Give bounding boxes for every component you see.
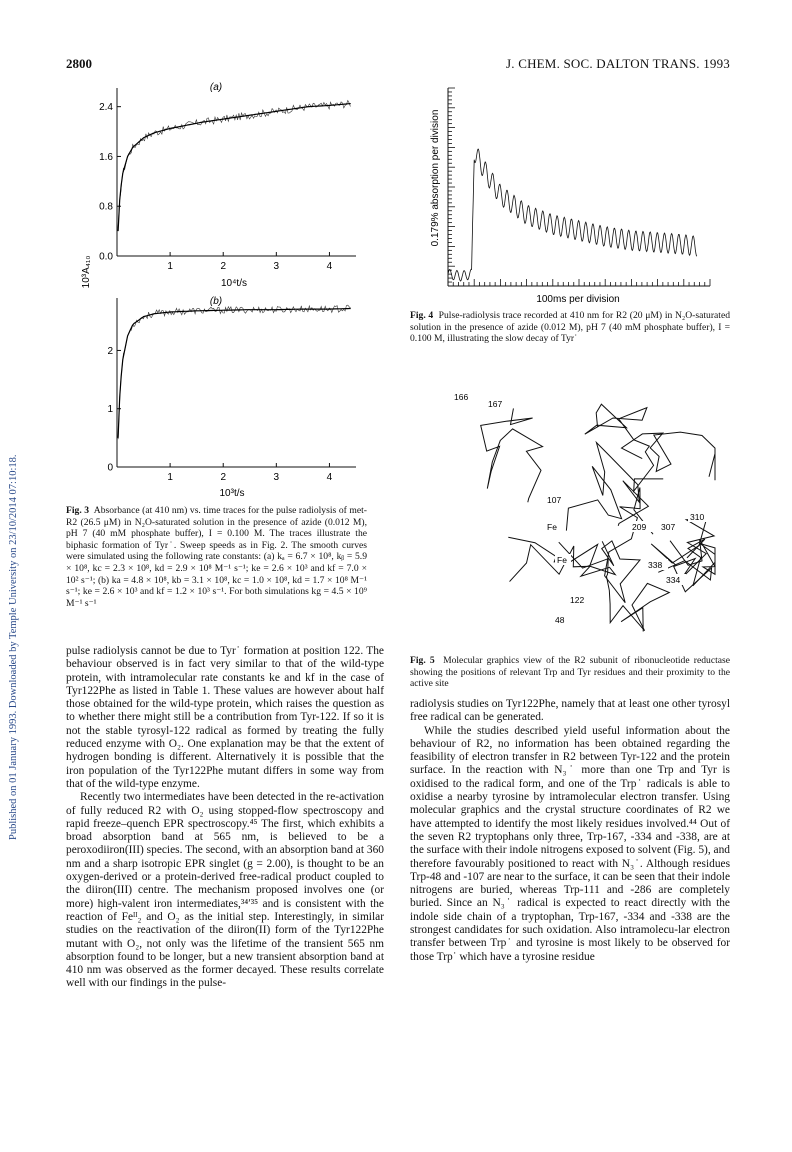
- x-tick-label: 2: [220, 472, 227, 483]
- residue-label: 338: [648, 560, 663, 570]
- residue-label: Fe: [557, 555, 567, 565]
- fig4-chart: [408, 78, 730, 308]
- backbone-segment: [481, 408, 543, 502]
- backbone-segment: [559, 542, 670, 631]
- panel-a-y-label: 10³A₄₁₀: [81, 255, 92, 289]
- fig4-caption-text: Pulse-radiolysis trace recorded at 410 nm for R2 (20 μM) in N₂O-saturated solution in the presence of azide (0.012 M), pH 7 (40 mM phosphate buffer), I = 0.100 M, illustrating the slow decay of Tyr˙: [410, 310, 731, 345]
- residue-label: 334: [666, 575, 681, 585]
- panel-b-fit-curve: [118, 309, 351, 438]
- fig3-caption: [66, 505, 367, 609]
- panel-b-label: (b): [209, 296, 223, 307]
- fig3-caption-text: Absorbance (at 410 nm) vs. time traces for the pulse radiolysis of met-R2 (26.5 μM) in N₂O-saturated solution in the presence of azide (0.012 M), pH 7 (40 mM phosphate buffer), I = 0.100 M. The traces illustrate the biphasic formation of Tyr˙. Sweep speeds as in Fig. 2. The smooth curves were simulated using the following rate constants: (a) kₐ = 6.7 × 10⁸, kᵦ = 5.9 × 10⁸, kc = 2.3 × 10⁸, kd = 2.9 × 10⁸ M⁻¹ s⁻¹; ke = 2.6 × 10³ and kf = 7.0 × 10² s⁻¹; (b) ka = 4.8 × 10⁸, kb = 3.1 × 10⁸, kc = 1.0 × 10⁸, kd = 1.7 × 10⁸ M⁻¹ s⁻¹; ke = 2.6 × 10³ and kf = 1.2 × 10³ s⁻¹. For both simulations kg = 4.5 × 10⁹ M⁻¹ s⁻¹: [66, 505, 367, 609]
- panel-a-noisy-trace: [118, 101, 350, 229]
- right-column-text: [410, 698, 730, 964]
- backbone-segment: [622, 432, 716, 480]
- fig5-molecular-graphic: [410, 358, 730, 648]
- fig3-panel-a: [81, 82, 356, 289]
- residue-label: 167: [488, 399, 503, 409]
- protein-backbone-trace: [481, 404, 715, 631]
- left-column-text: [66, 645, 384, 991]
- journal-running-head: J. CHEM. SOC. DALTON TRANS. 1993: [506, 56, 730, 71]
- y-tick-label: 2: [107, 345, 113, 357]
- y-tick-label: 0.8: [99, 201, 113, 213]
- y-tick-label: 1: [107, 404, 113, 416]
- y-tick-label: 0.0: [99, 251, 113, 263]
- panel-a-x-label: 10⁴t/s: [221, 278, 247, 289]
- residue-label: Fe: [547, 522, 557, 532]
- right-paragraph-1: radiolysis studies on Tyr122Phe, namely that at least one other tyrosyl free radical can be generated.: [410, 698, 730, 724]
- fig5-caption-text: Molecular graphics view of the R2 subunit of ribonucleotide reductase showing the positions of relevant Trp and Tyr residues and their proximity to the active site: [410, 655, 731, 690]
- fig4-caption-label: Fig. 4: [410, 310, 434, 321]
- residue-label: 48: [555, 615, 565, 625]
- fig4-y-label: 0.179% absorption per division: [430, 109, 441, 247]
- page-number: 2800: [66, 56, 92, 71]
- y-tick-label: 2.4: [99, 102, 113, 114]
- fig5-caption: [410, 655, 730, 690]
- x-tick-label: 1: [167, 472, 173, 483]
- fig5-caption-label: Fig. 5: [410, 655, 435, 666]
- x-tick-label: 4: [326, 472, 333, 483]
- residue-label: 107: [547, 495, 562, 505]
- x-tick-label: 1: [167, 261, 173, 272]
- x-tick-label: 2: [220, 261, 227, 272]
- fig3-caption-label: Fig. 3: [66, 505, 90, 516]
- x-tick-label: 4: [326, 261, 333, 272]
- left-paragraph-1: pulse radiolysis cannot be due to Tyr˙ formation at position 122. The behaviour observed is in fact very similar to that of the wild-type protein, with intramolecular rate constants ke and kf in the case of Tyr122Phe as listed in Table 1. These values are however about half those obtained for the wild-type protein, which raises the question as to whether there might still be a contribution from Tyr-122. If so it is not the stable tyrosyl-122 radical as formed by treating the fully reduced enzyme with O₂. One explanation may be that the extent of hydrogen bonding is different. Alternatively it is possible that the iron population of the Tyr122Phe mutant differs in some way from that of the wild-type enzyme.: [66, 645, 384, 790]
- fig3-panel-b: [107, 296, 356, 499]
- residue-label: 310: [690, 512, 705, 522]
- y-tick-label: 0: [107, 462, 113, 474]
- x-tick-label: 3: [273, 472, 280, 483]
- right-paragraph-2: While the studies described yield useful information about the behaviour of R2, no information has been obtained regarding the feasibility of electron transfer in R2 between Tyr-122 and the protein surface. In the reaction with N₃˙ more than one Trp and Tyr is oxidised to the radical form, and one of the Trp˙ radicals is able to oxidise a nearby tyrosine by intramolecular electron transfer. Using molecular graphics and the crystal structure coordinates of R2 we have attempted to identify the most likely residues involved.⁴⁴ Out of the seven R2 tryptophans only three, Trp-167, -334 and -338, are at the surface with their indole nitrogens exposed to solvent (Fig. 5), and therefore favourably positioned to react with N₃˙. Although residues Trp-48 and -107 are near to the surface, it can be seen that their indole nitrogens are buried, whereas Trp-111 and -286 are completely buried. Since an N₃˙ radical is expected to react directly with the indole side chain of a tryptophan, Trp-167, -334 and -338 are the strongest candidates for such oxidation. Also intramolecu-lar electron transfer between Trp˙ and tyrosine is most likely to be observed for those Trp˙ which have a tyrosine residue: [410, 724, 730, 963]
- left-paragraph-2: Recently two intermediates have been detected in the re-activation of fully reduced R2 with O₂ using stopped-flow spectroscopy and rapid freeze–quench EPR spectroscopy.⁴⁵ The first, which exhibits a broad absorption band at 565 nm, is believed to be a peroxodiiron(III) species. The second, with an absorption band at 360 nm and a sharp isotropic EPR singlet (g = 2.00), is thought to be an oxygen-derived or a protein-derived free-radical product coupled to the diiron(III) centre. The mechanism proposed involves one (or more) high-valent iron intermediates,³⁴ʹ³⁵ and is consistent with the reaction of Feᴵᴵ₂ and O₂ as the initial step. Interestingly, in similar studies on the reactivation of the diiron(II) form of the Tyr122Phe mutant with O₂, not only was the lifetime of the transient 565 nm absorption found to be longer, but a new transient absorption band at 410 nm was observed as the former decayed. These results correlate well with our findings in the pulse-: [66, 791, 384, 990]
- panel-b-x-label: 10³t/s: [219, 488, 245, 499]
- panel-b-noisy-trace: [118, 305, 350, 439]
- residue-label: 166: [454, 392, 469, 402]
- fig4-caption: [410, 310, 730, 345]
- download-side-note: Published on 01 January 1993. Downloaded by Temple University on 23/10/2014 07:10:18.: [8, 454, 19, 840]
- x-tick-label: 3: [273, 261, 280, 272]
- fig4-trace: [448, 149, 697, 281]
- panel-a-label: (a): [209, 82, 223, 93]
- residue-label: 209: [632, 522, 647, 532]
- residue-label: 307: [661, 522, 676, 532]
- fig4-x-label: 100ms per division: [536, 294, 620, 305]
- panel-a-fit-curve: [118, 104, 351, 232]
- y-tick-label: 1.6: [99, 151, 113, 163]
- fig3-chart: [66, 76, 366, 501]
- residue-label: 122: [570, 595, 585, 605]
